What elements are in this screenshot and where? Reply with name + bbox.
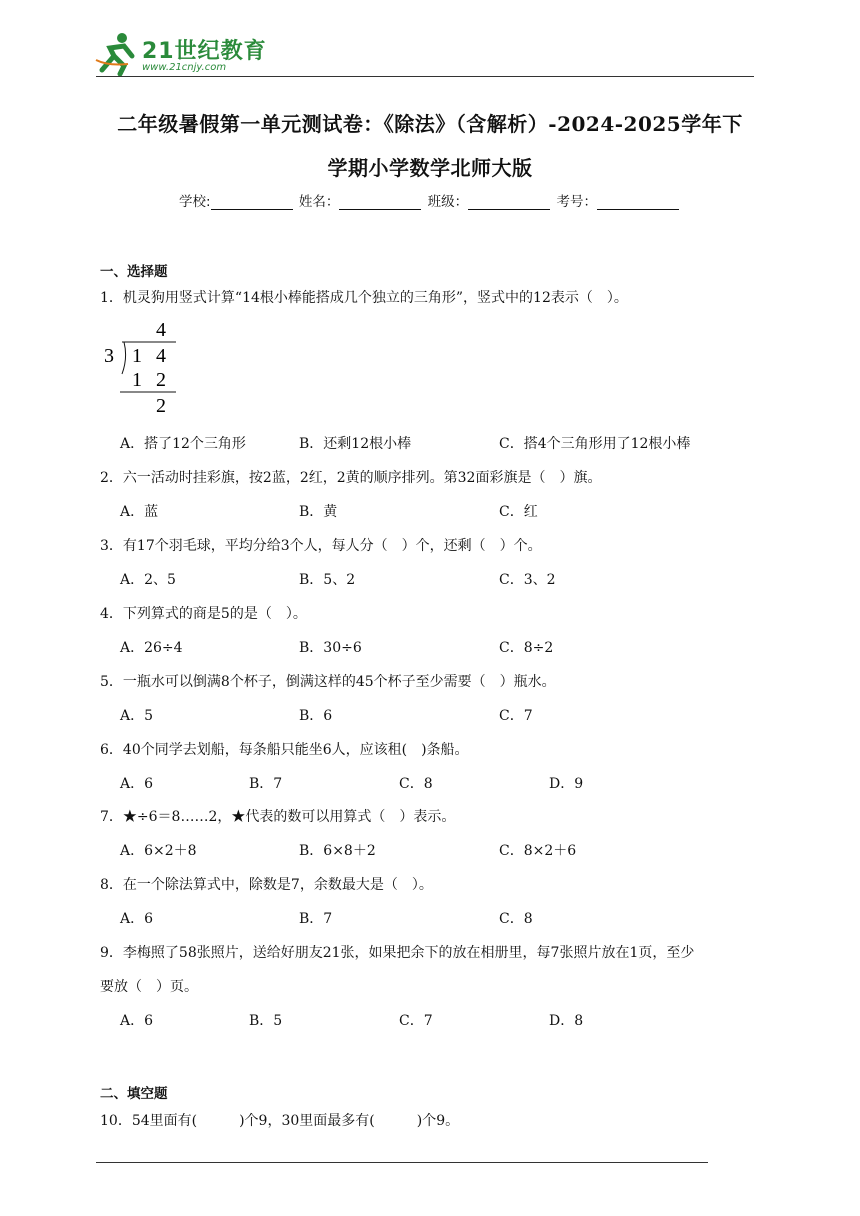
q6-option-c[interactable]: C．8 — [399, 776, 433, 792]
q9-option-d[interactable]: D．8 — [549, 1013, 584, 1029]
q9-option-b[interactable]: B．5 — [249, 1013, 283, 1029]
q9-option-a[interactable]: A．6 — [120, 1013, 154, 1029]
division-quotient: 4 — [156, 319, 166, 341]
q2-option-b[interactable]: B．黄 — [299, 504, 338, 520]
name-label: 姓名： — [298, 194, 340, 210]
q7-option-b[interactable]: B．6×8＋2 — [299, 843, 376, 859]
question-10: 10．54里面有( )个9，30里面最多有( )个9。 — [100, 1113, 460, 1129]
division-remainder: 2 — [156, 395, 166, 417]
q4-option-c[interactable]: C．8÷2 — [499, 640, 554, 656]
question-1: 1．机灵狗用竖式计算“14根小棒能搭成几个独立的三角形”，竖式中的12表示（ ）。 — [100, 290, 628, 306]
q5-option-b[interactable]: B．6 — [299, 708, 333, 724]
footer-divider — [96, 1162, 708, 1163]
q8-option-c[interactable]: C．8 — [499, 911, 533, 927]
q3-option-a[interactable]: A．2、5 — [120, 572, 176, 588]
question-2: 2．六一活动时挂彩旗，按2蓝，2红，2黄的顺序排列。第32面彩旗是（ ）旗。 — [100, 470, 602, 486]
q1-option-c[interactable]: C．搭4个三角形用了12根小棒 — [499, 436, 691, 452]
student-info-line — [100, 190, 760, 210]
long-division-figure — [100, 318, 190, 418]
page-title-line1: 二年级暑假第一单元测试卷：《除法》（含解析）-2024-2025学年下 — [117, 112, 743, 136]
q3-option-b[interactable]: B．5、2 — [299, 572, 356, 588]
division-product-tens: 1 — [132, 369, 142, 391]
section-fill: 二、填空题 — [100, 1086, 168, 1102]
q6-option-d[interactable]: D．9 — [549, 776, 584, 792]
q1-option-a[interactable]: A．搭了12个三角形 — [120, 436, 246, 452]
q7-option-c[interactable]: C．8×2＋6 — [499, 843, 577, 859]
question-9-continued: 要放（ ）页。 — [100, 979, 198, 995]
q5-option-c[interactable]: C．7 — [499, 708, 533, 724]
q3-option-c[interactable]: C．3、2 — [499, 572, 556, 588]
q4-option-b[interactable]: B．30÷6 — [299, 640, 362, 656]
logo — [94, 30, 267, 80]
division-dividend-ones: 4 — [156, 345, 166, 367]
exam-no-blank[interactable] — [597, 195, 679, 210]
section-choice: 一、选择题 — [100, 264, 168, 280]
school-blank[interactable] — [211, 195, 293, 210]
q4-option-a[interactable]: A．26÷4 — [120, 640, 183, 656]
division-divisor: 3 — [104, 345, 114, 367]
exam-no-label: 考号： — [556, 194, 597, 210]
class-blank[interactable] — [468, 195, 550, 210]
question-9: 9．李梅照了58张照片，送给好朋友21张，如果把余下的放在相册里，每7张照片放在1页，至少 — [100, 945, 695, 961]
division-dividend-tens: 1 — [132, 345, 142, 367]
question-7: 7．★÷6＝8……2，★代表的数可以用算式（ ）表示。 — [100, 809, 456, 825]
q6-option-b[interactable]: B．7 — [249, 776, 283, 792]
header-divider — [96, 76, 754, 77]
page-title-line2: 学期小学数学北师大版 — [327, 156, 533, 180]
q8-option-b[interactable]: B．7 — [299, 911, 333, 927]
class-label: 班级： — [427, 194, 469, 210]
logo-url: www.21cnjy.com — [142, 62, 227, 73]
q7-option-a[interactable]: A．6×2＋8 — [120, 843, 197, 859]
school-label: 学校: — [179, 194, 211, 210]
q5-option-a[interactable]: A．5 — [120, 708, 154, 724]
question-8: 8．在一个除法算式中，除数是7，余数最大是（ ）。 — [100, 877, 433, 893]
q6-option-a[interactable]: A．6 — [120, 776, 154, 792]
question-4: 4．下列算式的商是5的是（ ）。 — [100, 606, 307, 622]
q9-option-c[interactable]: C．7 — [399, 1013, 433, 1029]
question-3: 3．有17个羽毛球，平均分给3个人，每人分（ ）个，还剩（ ）个。 — [100, 538, 542, 554]
question-5: 5．一瓶水可以倒满8个杯子，倒满这样的45个杯子至少需要（ ）瓶水。 — [100, 674, 556, 690]
runner-logo-icon — [94, 30, 140, 76]
division-product-ones: 2 — [156, 369, 166, 391]
logo-text: 21世纪教育 — [142, 39, 267, 64]
q1-option-b[interactable]: B．还剩12根小棒 — [299, 436, 412, 452]
q8-option-a[interactable]: A．6 — [120, 911, 154, 927]
name-blank[interactable] — [339, 195, 421, 210]
question-6: 6．40个同学去划船，每条船只能坐6人，应该租( )条船。 — [100, 742, 469, 758]
q2-option-a[interactable]: A．蓝 — [120, 504, 159, 520]
q2-option-c[interactable]: C．红 — [499, 504, 538, 520]
